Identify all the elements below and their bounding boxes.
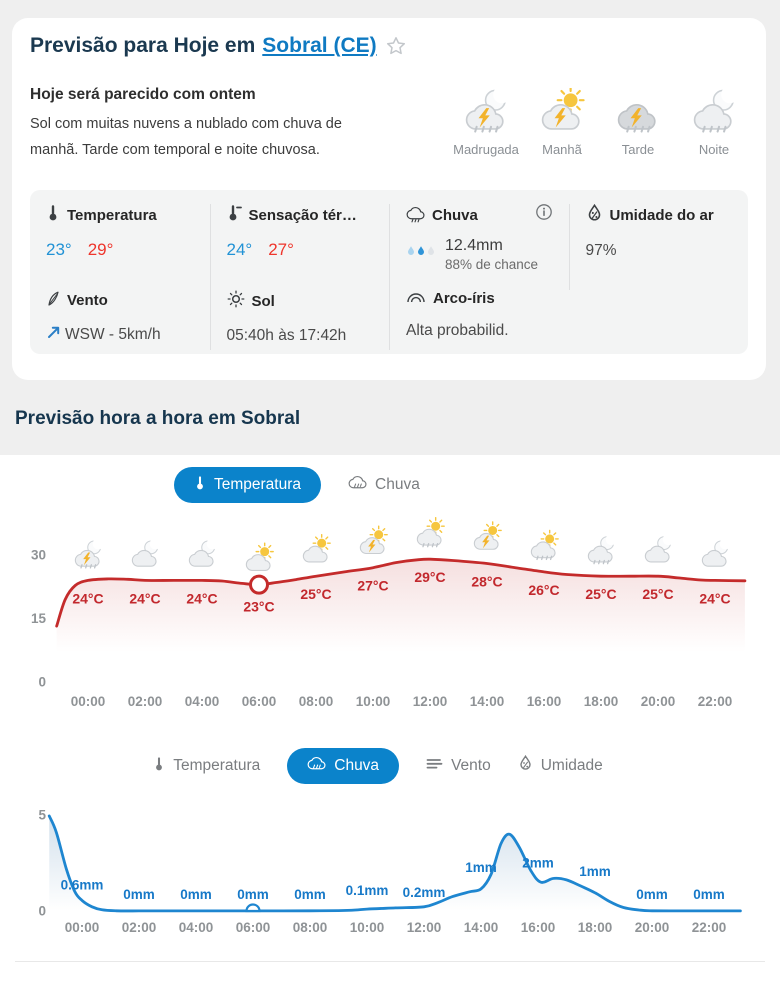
temperature-chart xyxy=(0,505,780,720)
day-cloud-weather-icon xyxy=(246,543,273,570)
summary-text: Sol com muitas nuvens a nublado com chuva de manhã. Tarde com temporal e noite chuvosa. xyxy=(30,116,342,158)
droplets-icon xyxy=(406,245,438,264)
tab-label: Chuva xyxy=(334,757,380,774)
value-label: 0.6mm xyxy=(60,877,104,893)
y-tick: 0 xyxy=(38,674,46,690)
y-tick: 30 xyxy=(30,547,46,563)
tab-vento[interactable] xyxy=(426,748,491,784)
feel-max: 27° xyxy=(268,240,294,259)
value-label: 25°C xyxy=(642,586,674,603)
rain-chance: 88% de chance xyxy=(445,257,539,272)
value-label: 23°C xyxy=(243,598,275,615)
night-storm-weather-icon xyxy=(75,538,104,568)
tab-label: Umidade xyxy=(540,757,603,774)
tab-umidade[interactable] xyxy=(518,748,603,784)
value-label: 24°C xyxy=(129,590,161,607)
wind-value: WSW - 5km/h xyxy=(65,325,161,343)
stat-label: Umidade do ar xyxy=(609,207,714,224)
value-label: 24°C xyxy=(186,590,218,607)
stat-rainbow xyxy=(389,290,748,350)
x-tick: 12:00 xyxy=(406,920,442,935)
current-hour-marker xyxy=(251,576,268,593)
day-storm-weather-icon xyxy=(360,526,387,553)
day-rain-weather-icon xyxy=(417,518,444,547)
title-prefix: Previsão para Hoje em xyxy=(30,34,256,57)
x-tick: 22:00 xyxy=(691,920,727,935)
value-label: 2mm xyxy=(522,855,554,871)
rain-cloud-icon xyxy=(348,473,367,497)
today-forecast-card xyxy=(12,18,766,380)
night-storm-weather-icon xyxy=(463,88,509,134)
rain-chart-tabs xyxy=(0,748,768,784)
x-tick: 12:00 xyxy=(412,694,448,709)
page-title xyxy=(30,34,406,58)
value-label: 0.2mm xyxy=(402,885,446,901)
stat-label: Chuva xyxy=(432,207,478,224)
x-tick: 10:00 xyxy=(355,694,391,709)
divider xyxy=(15,961,765,962)
stat-label: Vento xyxy=(67,292,108,309)
night-cloud-weather-icon xyxy=(702,538,731,566)
x-tick: 16:00 xyxy=(526,694,562,709)
humidity-icon xyxy=(518,755,533,777)
info-icon[interactable] xyxy=(535,203,553,226)
humidity-icon xyxy=(586,204,603,227)
tab-label: Vento xyxy=(451,757,491,774)
period-label: Madrugada xyxy=(453,142,519,157)
value-label: 24°C xyxy=(699,590,731,607)
stat-rain xyxy=(389,204,569,290)
x-tick: 22:00 xyxy=(697,694,733,709)
night-cloud-weather-icon xyxy=(189,538,218,566)
stat-label: Sol xyxy=(251,292,275,310)
period-madrugada xyxy=(448,88,524,157)
night-cloud-weather-icon xyxy=(645,534,674,562)
thermometer-icon xyxy=(194,475,206,496)
day-storm-weather-icon xyxy=(474,522,501,549)
favorite-star-icon[interactable] xyxy=(386,36,406,56)
value-label: 29°C xyxy=(414,569,446,586)
rain-amount: 12.4mm xyxy=(445,237,503,254)
value-label: 1mm xyxy=(465,859,497,875)
value-label: 1mm xyxy=(579,863,611,879)
period-label: Tarde xyxy=(621,142,655,157)
hourly-charts-panel xyxy=(0,455,780,994)
x-tick: 16:00 xyxy=(520,920,556,935)
value-label: 0mm xyxy=(693,887,725,902)
x-tick: 06:00 xyxy=(235,920,271,935)
summary-block xyxy=(30,86,370,163)
x-tick: 02:00 xyxy=(121,920,157,935)
thermometer-icon xyxy=(46,204,60,226)
stat-humidity xyxy=(569,204,749,290)
feel-min: 24° xyxy=(226,240,253,259)
period-label: Noite xyxy=(698,142,730,157)
x-tick: 10:00 xyxy=(349,920,385,935)
period-label: Manhã xyxy=(542,142,582,157)
value-label: 28°C xyxy=(471,573,503,590)
night-cloud-weather-icon xyxy=(132,538,161,566)
value-label: 25°C xyxy=(585,586,617,603)
humidity-value: 97% xyxy=(585,242,617,259)
x-tick: 06:00 xyxy=(241,694,277,709)
x-tick: 04:00 xyxy=(184,694,220,709)
tab-label: Chuva xyxy=(375,476,420,493)
y-tick: 5 xyxy=(38,807,46,823)
value-label: 26°C xyxy=(528,581,560,598)
day-rain-weather-icon xyxy=(531,530,558,559)
x-tick: 04:00 xyxy=(178,920,214,935)
x-tick: 18:00 xyxy=(577,920,613,935)
value-label: 27°C xyxy=(357,577,389,594)
x-tick: 20:00 xyxy=(640,694,676,709)
value-label: 0.1mm xyxy=(345,883,389,899)
value-label: 0mm xyxy=(123,887,155,902)
night-rain-weather-icon xyxy=(588,534,617,564)
x-tick: 02:00 xyxy=(127,694,163,709)
x-tick: 20:00 xyxy=(634,920,670,935)
y-tick: 0 xyxy=(38,903,46,919)
summary-heading: Hoje será parecido com ontem xyxy=(30,86,256,103)
tab-label: Temperatura xyxy=(173,757,261,774)
thermometer-icon xyxy=(153,756,165,777)
rain-cloud-icon xyxy=(406,204,425,227)
value-label: 0mm xyxy=(237,887,269,902)
stats-card xyxy=(30,190,748,354)
rain-cloud-icon xyxy=(307,754,326,778)
day-storm-weather-icon xyxy=(539,88,585,134)
stat-feels-like xyxy=(210,204,390,290)
temperature-chart-tabs xyxy=(174,467,420,503)
tab-label: Temperatura xyxy=(214,476,302,493)
value-label: 0mm xyxy=(636,887,668,902)
stat-sun xyxy=(210,290,390,350)
period-noite xyxy=(676,88,752,157)
temp-min: 23° xyxy=(46,240,72,259)
value-label: 0mm xyxy=(294,887,326,902)
stat-label: Arco-íris xyxy=(433,290,495,307)
night-rain-weather-icon xyxy=(691,88,737,134)
x-tick: 14:00 xyxy=(469,694,505,709)
wind-direction-arrow-icon xyxy=(46,324,62,345)
hourly-section-title: Previsão hora a hora em Sobral xyxy=(15,408,301,429)
stat-label: Sensação tér… xyxy=(248,206,357,224)
sun-value: 05:40h às 17:42h xyxy=(226,327,347,344)
current-hour-marker xyxy=(247,905,260,911)
y-tick: 15 xyxy=(30,611,46,627)
tab-chuva[interactable] xyxy=(348,467,420,503)
stat-wind xyxy=(30,290,210,350)
temp-max: 29° xyxy=(87,240,114,259)
storm-weather-icon xyxy=(615,88,661,134)
stat-label: Temperatura xyxy=(67,206,157,224)
value-label: 24°C xyxy=(72,590,104,607)
x-tick: 00:00 xyxy=(70,694,106,709)
rainbow-value: Alta probabilid. xyxy=(406,322,509,339)
sun-icon xyxy=(227,290,245,312)
feather-icon xyxy=(46,290,60,311)
period-tarde xyxy=(600,88,676,157)
tab-temperatura[interactable] xyxy=(153,748,260,784)
value-label: 0mm xyxy=(180,887,212,902)
tab-chuva[interactable] xyxy=(287,748,399,784)
rainbow-icon xyxy=(406,290,426,307)
x-tick: 18:00 xyxy=(583,694,619,709)
x-tick: 14:00 xyxy=(463,920,499,935)
value-label: 25°C xyxy=(300,586,332,603)
stat-temperature xyxy=(30,204,210,290)
period-manhã xyxy=(524,88,600,157)
day-cloud-weather-icon xyxy=(303,535,330,562)
wind-icon xyxy=(426,757,443,775)
x-tick: 00:00 xyxy=(64,920,100,935)
thermometer-feel-icon xyxy=(227,204,242,226)
day-periods xyxy=(448,88,752,157)
rain-chart xyxy=(0,795,780,945)
location-link[interactable]: Sobral (CE) xyxy=(262,34,377,57)
tab-temperatura[interactable] xyxy=(174,467,321,503)
x-tick: 08:00 xyxy=(298,694,334,709)
x-tick: 08:00 xyxy=(292,920,328,935)
